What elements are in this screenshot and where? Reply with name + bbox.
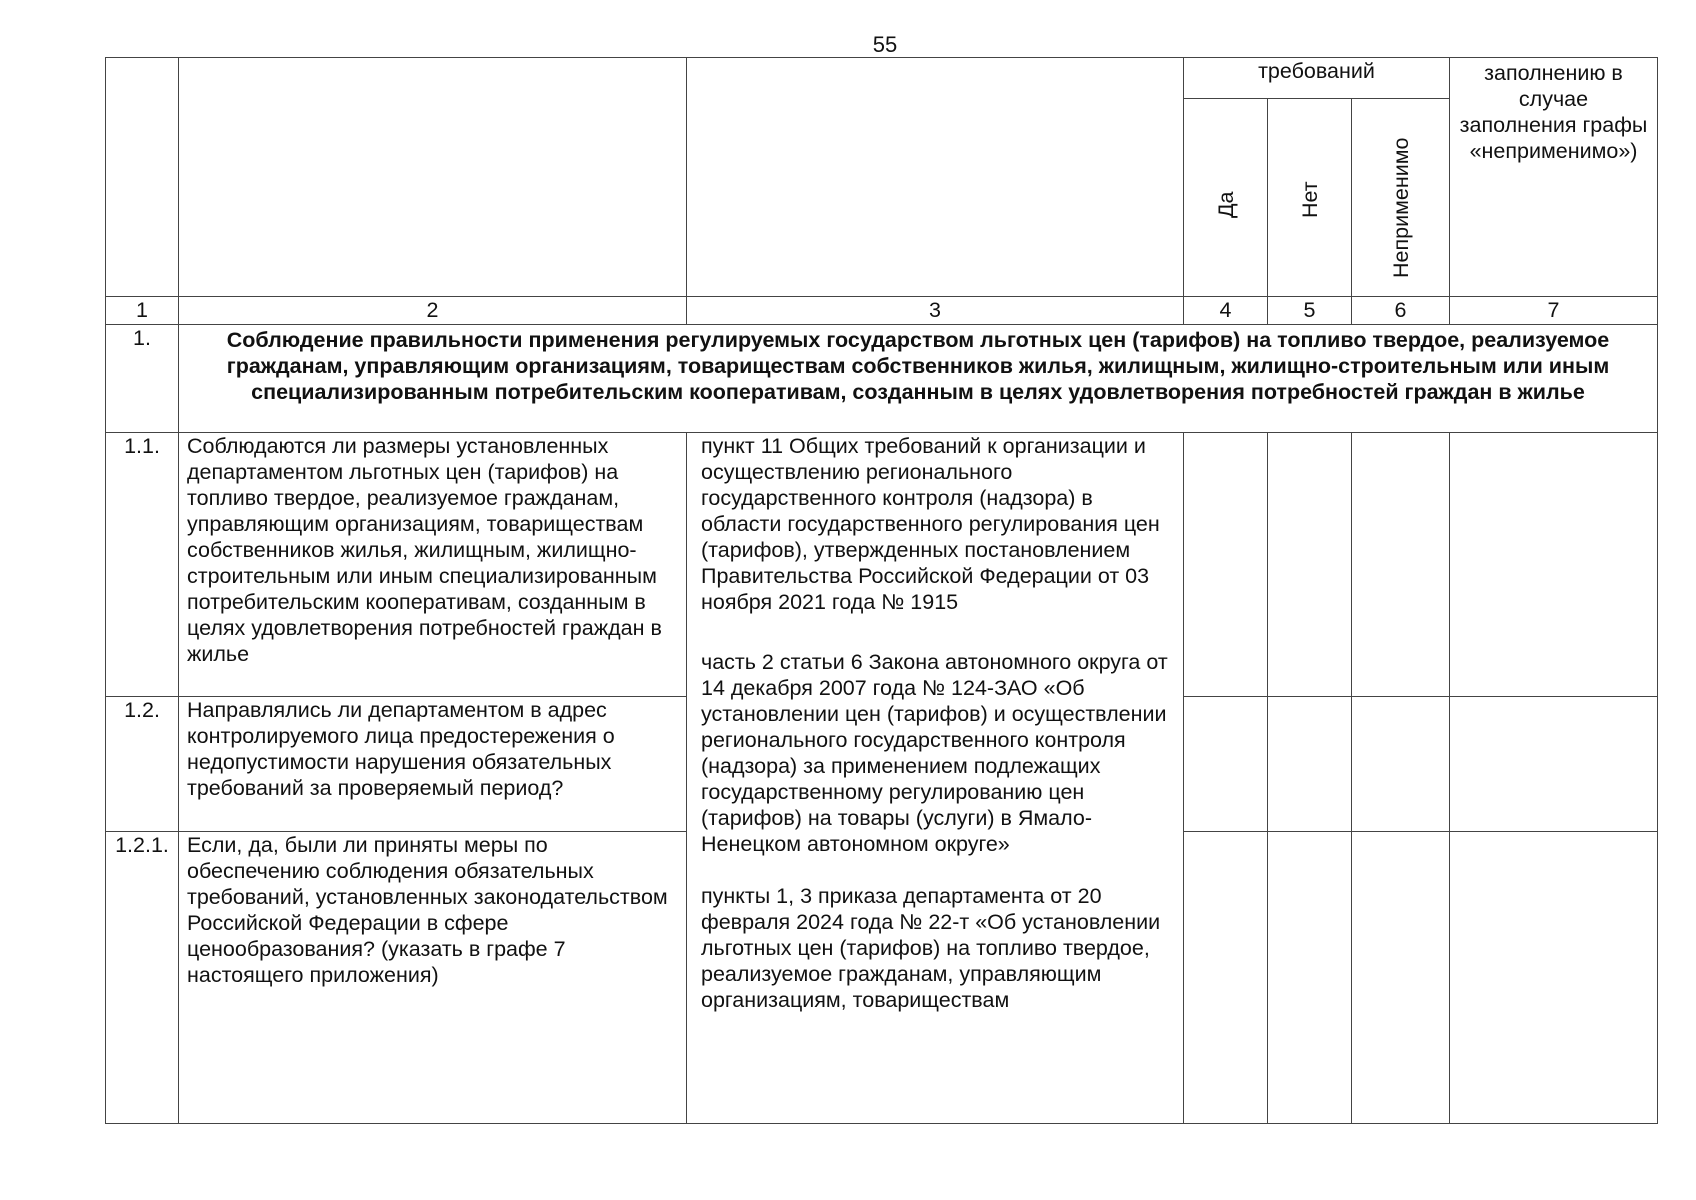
- yes-cell[interactable]: [1184, 697, 1268, 832]
- yes-cell[interactable]: [1184, 832, 1268, 1124]
- header-row-top: [106, 58, 1658, 99]
- column-number: 5: [1268, 297, 1352, 325]
- legal-ref: часть 2 статьи 6 Закона автономного округа от 14 декабря 2007 года № 124-ЗАО «Об установлении цен (тарифов) и осуществлении регионального государственного контроля (надзора) за применением подлежащих государственному регулированию цен (тарифов) на товары (услуги) в Ямало-Ненецком автономном округе»: [701, 650, 1168, 856]
- section-number: 1.: [106, 325, 179, 433]
- requirements-header: требований: [1184, 58, 1450, 99]
- yes-label: Да: [1213, 191, 1238, 218]
- row-number: 1.2.1.: [106, 832, 179, 1124]
- col7-header: заполнению в случае заполнения графы «неприменимо»): [1450, 58, 1658, 297]
- column-number: 3: [687, 297, 1184, 325]
- not-applicable-cell[interactable]: [1352, 832, 1450, 1124]
- no-cell[interactable]: [1268, 697, 1352, 832]
- no-cell[interactable]: [1268, 832, 1352, 1124]
- column-number: 1: [106, 297, 179, 325]
- comment-cell[interactable]: [1450, 433, 1658, 697]
- section-row: [106, 325, 1658, 433]
- header-cell-2: [179, 58, 687, 297]
- checklist-table: [105, 57, 1658, 1124]
- legal-ref: пункты 1, 3 приказа департамента от 20 февраля 2024 года № 22-т «Об установлении льготных цен (тарифов) на топливо твердое, реализуемое гражданам, управляющим организациям, товариществам: [701, 884, 1161, 1012]
- row-question: Если, да, были ли приняты меры по обеспечению соблюдения обязательных требований, установленных законодательством Российской Федерации в сфере ценообразования? (указать в графе 7 настоящего приложения): [179, 832, 687, 1124]
- row-question: Соблюдаются ли размеры установленных департаментом льготных цен (тарифов) на топливо твердое, реализуемое гражданам, управляющим организациям, товариществам собственников жилья, жилищным, жилищно-строительным или иным специализированным потребительским кооперативам, созданным в целях удовлетворения потребностей граждан в жилье: [179, 433, 687, 697]
- header-cell-3: [687, 58, 1184, 297]
- comment-cell[interactable]: [1450, 697, 1658, 832]
- column-number: 7: [1450, 297, 1658, 325]
- row-question: Направлялись ли департаментом в адрес контролируемого лица предостережения о недопустимости нарушения обязательных требований за проверяемый период?: [179, 697, 687, 832]
- no-label: Нет: [1297, 181, 1322, 218]
- column-number: 4: [1184, 297, 1268, 325]
- no-cell[interactable]: [1268, 433, 1352, 697]
- column-number: 6: [1352, 297, 1450, 325]
- no-header: [1268, 99, 1352, 297]
- not-applicable-cell[interactable]: [1352, 433, 1450, 697]
- section-title: Соблюдение правильности применения регулируемых государством льготных цен (тарифов) на топливо твердое, реализуемое гражданам, управляющим организациям, товариществам собственников жилья, жилищным, жилищно-строительным или иным специализированным потребительским кооперативам, созданным в целях удовлетворения потребностей граждан в жилье: [179, 325, 1658, 433]
- table-row: [106, 433, 1658, 697]
- header-cell-1: [106, 58, 179, 297]
- not-applicable-cell[interactable]: [1352, 697, 1450, 832]
- yes-cell[interactable]: [1184, 433, 1268, 697]
- row-number: 1.1.: [106, 433, 179, 697]
- row-number: 1.2.: [106, 697, 179, 832]
- column-number-row: [106, 297, 1658, 325]
- legal-ref: пункт 11 Общих требований к организации и осуществлению регионального государственного контроля (надзора) в области государственного регулирования цен (тарифов), утвержденных постановлением Правительства Российской Федерации от 03 ноября 2021 года № 1915: [701, 434, 1160, 614]
- legal-basis-cell: [687, 433, 1184, 1124]
- column-number: 2: [179, 297, 687, 325]
- page-number: 55: [872, 32, 898, 57]
- yes-header: [1184, 99, 1268, 297]
- not-applicable-header: [1352, 99, 1450, 297]
- comment-cell[interactable]: [1450, 832, 1658, 1124]
- not-applicable-label: Неприменимо: [1388, 137, 1413, 278]
